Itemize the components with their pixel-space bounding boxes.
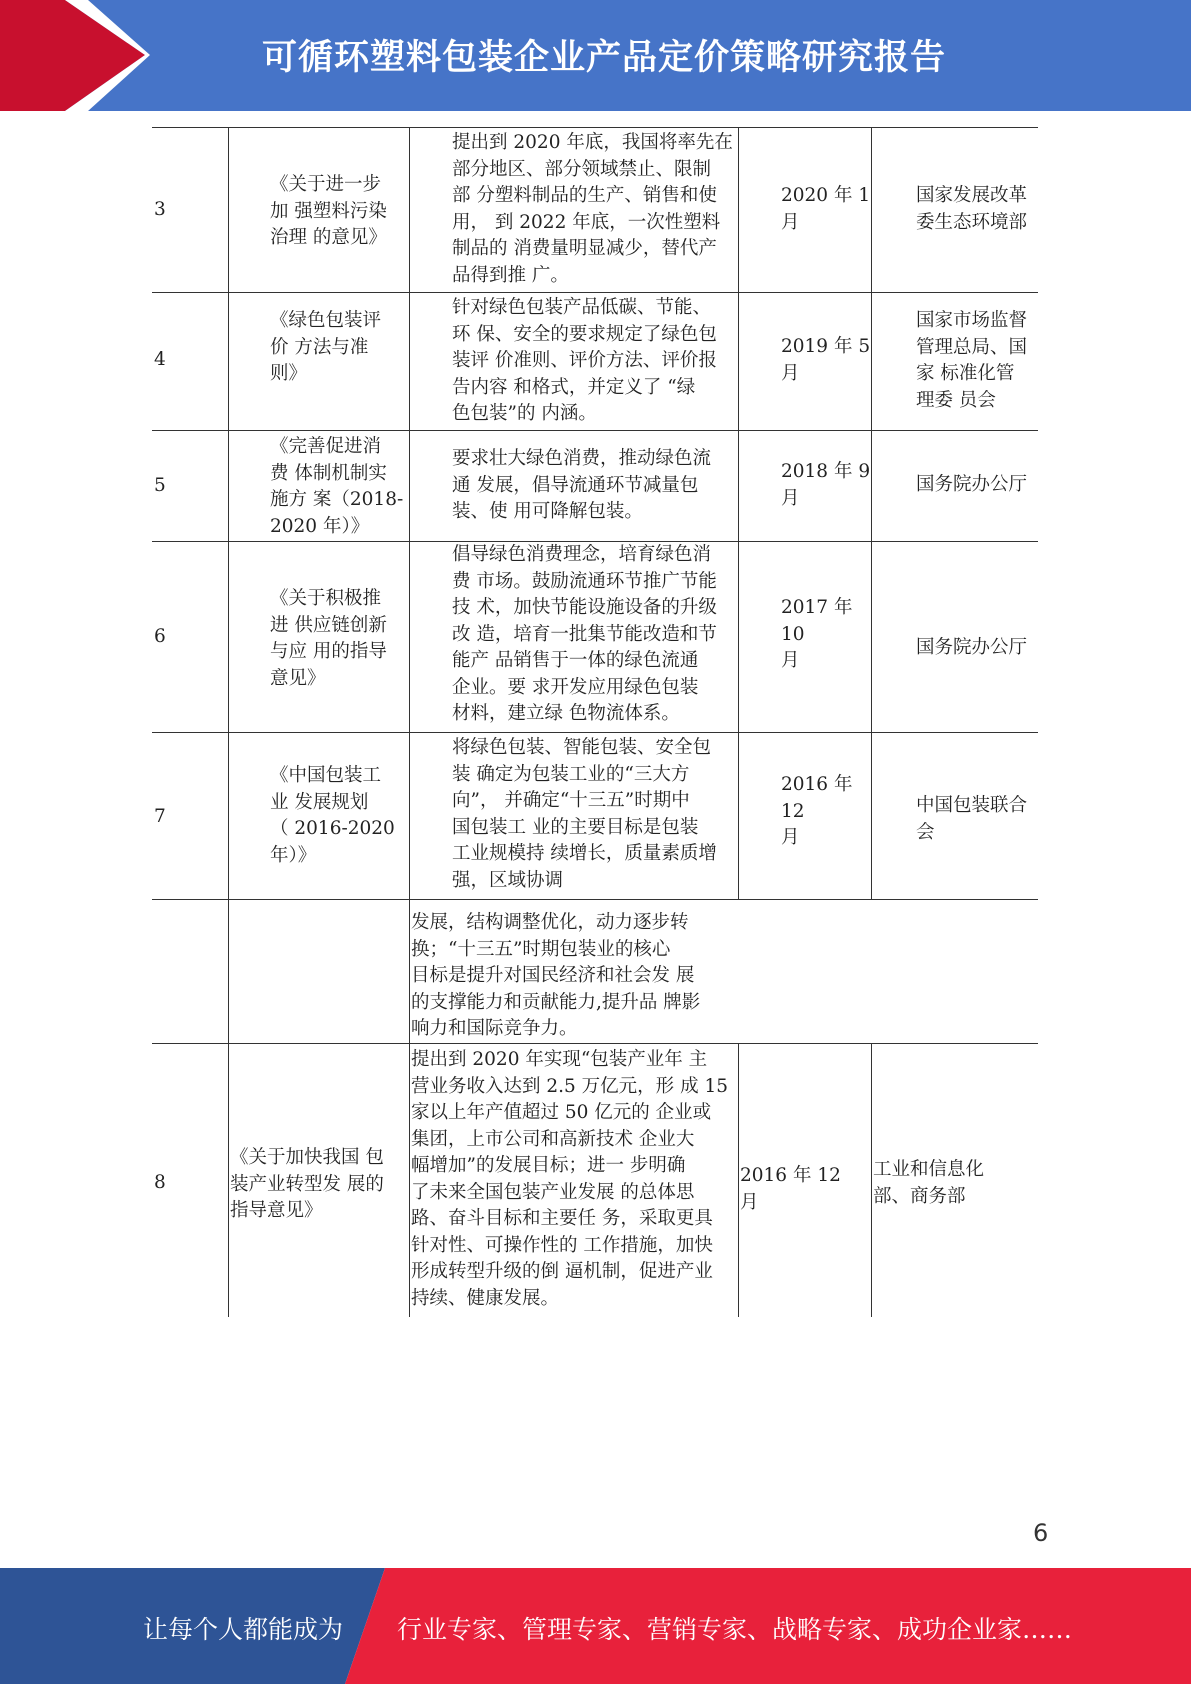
table-cell-number: 6 <box>154 626 166 647</box>
table-cell-description-line: 装、使 用可降解包装。 <box>452 501 643 522</box>
table-cell-date-line: 12 <box>781 800 805 822</box>
table-cell-date <box>781 595 852 675</box>
table-cell-date <box>740 1163 841 1216</box>
table-cell-description-line: 针对性、可操作性的 工作措施，加快 <box>411 1234 713 1256</box>
table-cell-policy-name-line: 《关于进一步 <box>270 174 382 195</box>
table-cell-description-line: 制品的 消费量明显减少，替代产 <box>452 238 717 259</box>
table-cell-policy-name <box>270 586 387 692</box>
table-cell-description-line: 路、奋斗目标和主要任 务，采取更具 <box>411 1208 713 1229</box>
table-cell-department-line: 家 标准化管 <box>916 363 1015 384</box>
table-cell-description-line: 品得到推 广。 <box>452 264 569 286</box>
table-cell-policy-name-line: 费 体制机制实 <box>270 462 387 484</box>
table-cell-date-line: 2018 年 9 <box>781 461 871 482</box>
table-cell-description-line: 营业务收入达到 2.5 万亿元，形 成 15 <box>411 1075 728 1097</box>
table-cell-description-line: 集团，上市公司和高新技术 企业大 <box>411 1128 695 1150</box>
table-cell-department <box>873 1157 984 1210</box>
table-cell-date <box>781 183 870 236</box>
table-cell-description-line: 了未来全国包装产业发展 的总体思 <box>411 1181 695 1203</box>
table-cell-number: 3 <box>154 199 166 220</box>
table-cell-policy-name-line: 《关于积极推 <box>270 588 382 609</box>
table-cell-department-line: 管理总局、国 <box>916 336 1028 358</box>
table-cell-department <box>916 472 1027 499</box>
table-cell-description-line: 提出到 2020 年底，我国将率先在 <box>452 132 733 153</box>
table-cell-department <box>916 183 1027 236</box>
table-cell-policy-name-line: 2020 年）》 <box>270 515 370 537</box>
table-cell-description-line: 通 发展，倡导流通环节减量包 <box>452 474 699 496</box>
page-number: 6 <box>1033 1519 1049 1547</box>
table-cell-description-line: 针对绿色包装产品低碳、节能、 <box>452 297 712 318</box>
table-cell-policy-name-line: 与应 用的指导 <box>270 641 387 662</box>
table-cell-policy-name-line: 则》 <box>270 363 308 384</box>
table-cell-date-line: 月 <box>781 211 800 233</box>
table-cell-date <box>781 772 852 852</box>
table-cell-description-line: 要求壮大绿色消费，推动绿色流 <box>452 448 712 469</box>
table-cell-description-line: 环 保、安全的要求规定了绿色包 <box>452 323 717 345</box>
table-cell-description-line: 能产 品销售于一体的绿色流通 <box>452 650 699 671</box>
table-cell-policy-name <box>230 1145 384 1225</box>
table-cell-policy-name-line: 指导意见》 <box>230 1200 323 1221</box>
table-row-divider <box>152 127 1038 128</box>
footer-slogan-right: 行业专家、管理专家、营销专家、战略专家、成功企业家…… <box>397 1615 1073 1644</box>
table-cell-department <box>916 635 1027 662</box>
table-cell-description-line: 企业。要 求开发应用绿色包装 <box>452 676 699 698</box>
table-cell-policy-name <box>270 172 387 252</box>
table-cell-policy-name-line: 加 强塑料污染 <box>270 200 387 222</box>
table-cell-description-line: 工业规模持 续增长，质量素质增 <box>452 843 717 864</box>
table-cell-date-line: 10 <box>781 623 805 645</box>
table-cell-description-line: 响力和国际竞争力。 <box>411 1018 578 1039</box>
table-cell-description-line: 幅增加”的发展目标；进一 步明确 <box>411 1155 686 1176</box>
table-cell-description <box>452 130 733 289</box>
table-cell-policy-name-line: 《关于加快我国 包 <box>230 1147 384 1168</box>
table-column-divider <box>738 1043 739 1317</box>
table-cell-description-line: 形成转型升级的倒 逼机制，促进产业 <box>411 1261 713 1282</box>
table-cell-description-line: 装 确定为包装工业的“三大方 <box>452 763 690 785</box>
table-row-divider <box>152 1043 1038 1044</box>
table-cell-department <box>916 308 1027 414</box>
table-column-divider <box>871 127 872 899</box>
page-header <box>0 0 1191 111</box>
table-cell-policy-name-line: 施方 案（2018- <box>270 489 404 510</box>
table-column-divider <box>738 127 739 899</box>
table-cell-date-line: 2017 年 <box>781 597 853 618</box>
footer-slogan-left: 让每个人都能成为 <box>143 1615 344 1644</box>
table-cell-policy-name-line: 年）》 <box>270 844 317 866</box>
table-row-divider <box>152 732 1038 733</box>
table-cell-policy-name-line: 治理 的意见》 <box>270 227 387 248</box>
table-cell-policy-name-line: 《中国包装工 <box>270 765 382 786</box>
table-cell-department-line: 会 <box>916 821 935 843</box>
table-cell-date-line: 2016 年 12 <box>740 1165 841 1186</box>
table-cell-policy-name <box>270 434 403 540</box>
table-cell-department-line: 部、商务部 <box>873 1185 966 1207</box>
table-cell-date-line: 月 <box>740 1191 759 1213</box>
table-cell-policy-name-line: 《完善促进消 <box>270 436 382 457</box>
table-cell-description-line: 装评 价准则、评价方法、评价报 <box>452 350 717 371</box>
table-cell-number: 5 <box>154 475 166 496</box>
table-cell-description-line: 倡导绿色消费理念，培育绿色消 <box>452 544 712 565</box>
table-cell-description-line: 技 术，加快节能设施设备的升级 <box>452 597 717 618</box>
table-cell-date-line: 2016 年 <box>781 774 853 795</box>
table-cell-policy-name-line: 《绿色包装评 <box>270 310 382 331</box>
table-cell-description-line: 家以上年产值超过 50 亿元的 企业或 <box>411 1102 712 1123</box>
table-cell-description-line: 发展，结构调整优化，动力逐步转 <box>411 912 689 933</box>
table-cell-policy-name <box>270 763 395 869</box>
table-cell-policy-name-line: 价 方法与准 <box>270 336 369 358</box>
page-footer <box>0 1568 1191 1684</box>
table-column-divider <box>871 1043 872 1317</box>
table-cell-description-line: 用， 到 2022 年底，一次性塑料 <box>452 211 721 233</box>
table-cell-description-line: 强，区域协调 <box>452 869 564 891</box>
table-cell-description <box>452 735 717 894</box>
table-cell-date <box>781 459 870 512</box>
table-cell-description-line: 告内容 和格式，并定义了 “绿 <box>452 376 696 398</box>
table-cell-date-line: 月 <box>781 650 800 671</box>
table-cell-department-line: 国务院办公厅 <box>916 474 1028 495</box>
table-cell-department-line: 国务院办公厅 <box>916 637 1028 658</box>
table-cell-description <box>452 542 717 728</box>
table-cell-description-line: 部 分塑料制品的生产、销售和使 <box>452 185 717 206</box>
table-row-divider <box>152 430 1038 431</box>
table-cell-number: 7 <box>154 806 166 827</box>
table-cell-description-line: 向”， 并确定“十三五”时期中 <box>452 790 690 811</box>
table-cell-description-line: 国包装工 业的主要目标是包装 <box>452 816 699 838</box>
table-cell-department-line: 国家市场监督 <box>916 310 1028 331</box>
table-cell-policy-name-line: （ 2016-2020 <box>270 818 395 839</box>
table-cell-department <box>916 793 1027 846</box>
table-cell-policy-name <box>270 308 381 388</box>
table-cell-date-line: 月 <box>781 827 800 848</box>
table-cell-date <box>781 334 870 387</box>
table-cell-description-line: 将绿色包装、智能包装、安全包 <box>452 737 712 758</box>
table-row-divider <box>152 292 1038 293</box>
table-cell-date-line: 2020 年 1 <box>781 185 871 206</box>
table-cell-description-line: 部分地区、部分领域禁止、限制 <box>452 158 712 180</box>
table-cell-description <box>452 295 717 428</box>
table-cell-department-line: 国家发展改革 <box>916 185 1028 206</box>
table-cell-policy-name-line: 业 发展规划 <box>270 791 369 813</box>
table-column-divider <box>409 127 410 1317</box>
table-cell-description-line: 提出到 2020 年实现“包装产业年 主 <box>411 1049 708 1070</box>
table-cell-department-line: 委生态环境部 <box>916 211 1028 233</box>
table-cell-description-line: 目标是提升对国民经济和社会发 展 <box>411 965 695 986</box>
table-cell-description-line: 持续、健康发展。 <box>411 1287 560 1309</box>
table-cell-description <box>411 1047 728 1312</box>
table-cell-date-line: 月 <box>781 487 800 509</box>
table-cell-department-line: 工业和信息化 <box>873 1159 985 1180</box>
table-cell-policy-name-line: 装产业转型发 展的 <box>230 1173 384 1195</box>
table-cell-policy-name-line: 进 供应链创新 <box>270 614 387 636</box>
table-cell-description-line: 的支撑能力和贡献能力,提升品 牌影 <box>411 991 701 1013</box>
table-cell-description <box>452 446 711 526</box>
table-cell-description-line: 色包装”的 内涵。 <box>452 403 597 424</box>
table-row-divider <box>152 899 1038 900</box>
table-cell-date-line: 2019 年 5 <box>781 336 871 357</box>
table-cell-description-line: 材料，建立绿 色物流体系。 <box>452 703 680 724</box>
table-cell-date-line: 月 <box>781 362 800 384</box>
table-column-divider <box>228 127 229 1317</box>
table-cell-department-line: 中国包装联合 <box>916 795 1028 816</box>
table-cell-department-line: 理委 员会 <box>916 389 996 411</box>
table-cell-number: 4 <box>154 349 166 370</box>
report-title: 可循环塑料包装企业产品定价策略研究报告 <box>262 38 947 78</box>
table-cell-description-line: 换；“十三五”时期包装业的核心 <box>411 938 671 960</box>
table-cell-policy-name-line: 意见》 <box>270 667 326 689</box>
table-cell-description-line: 费 市场。鼓励流通环节推广节能 <box>452 570 717 592</box>
table-cell-description-line: 改 造，培育一批集节能改造和节 <box>452 623 717 645</box>
table-cell-description <box>411 910 700 1043</box>
table-cell-number: 8 <box>154 1172 166 1193</box>
